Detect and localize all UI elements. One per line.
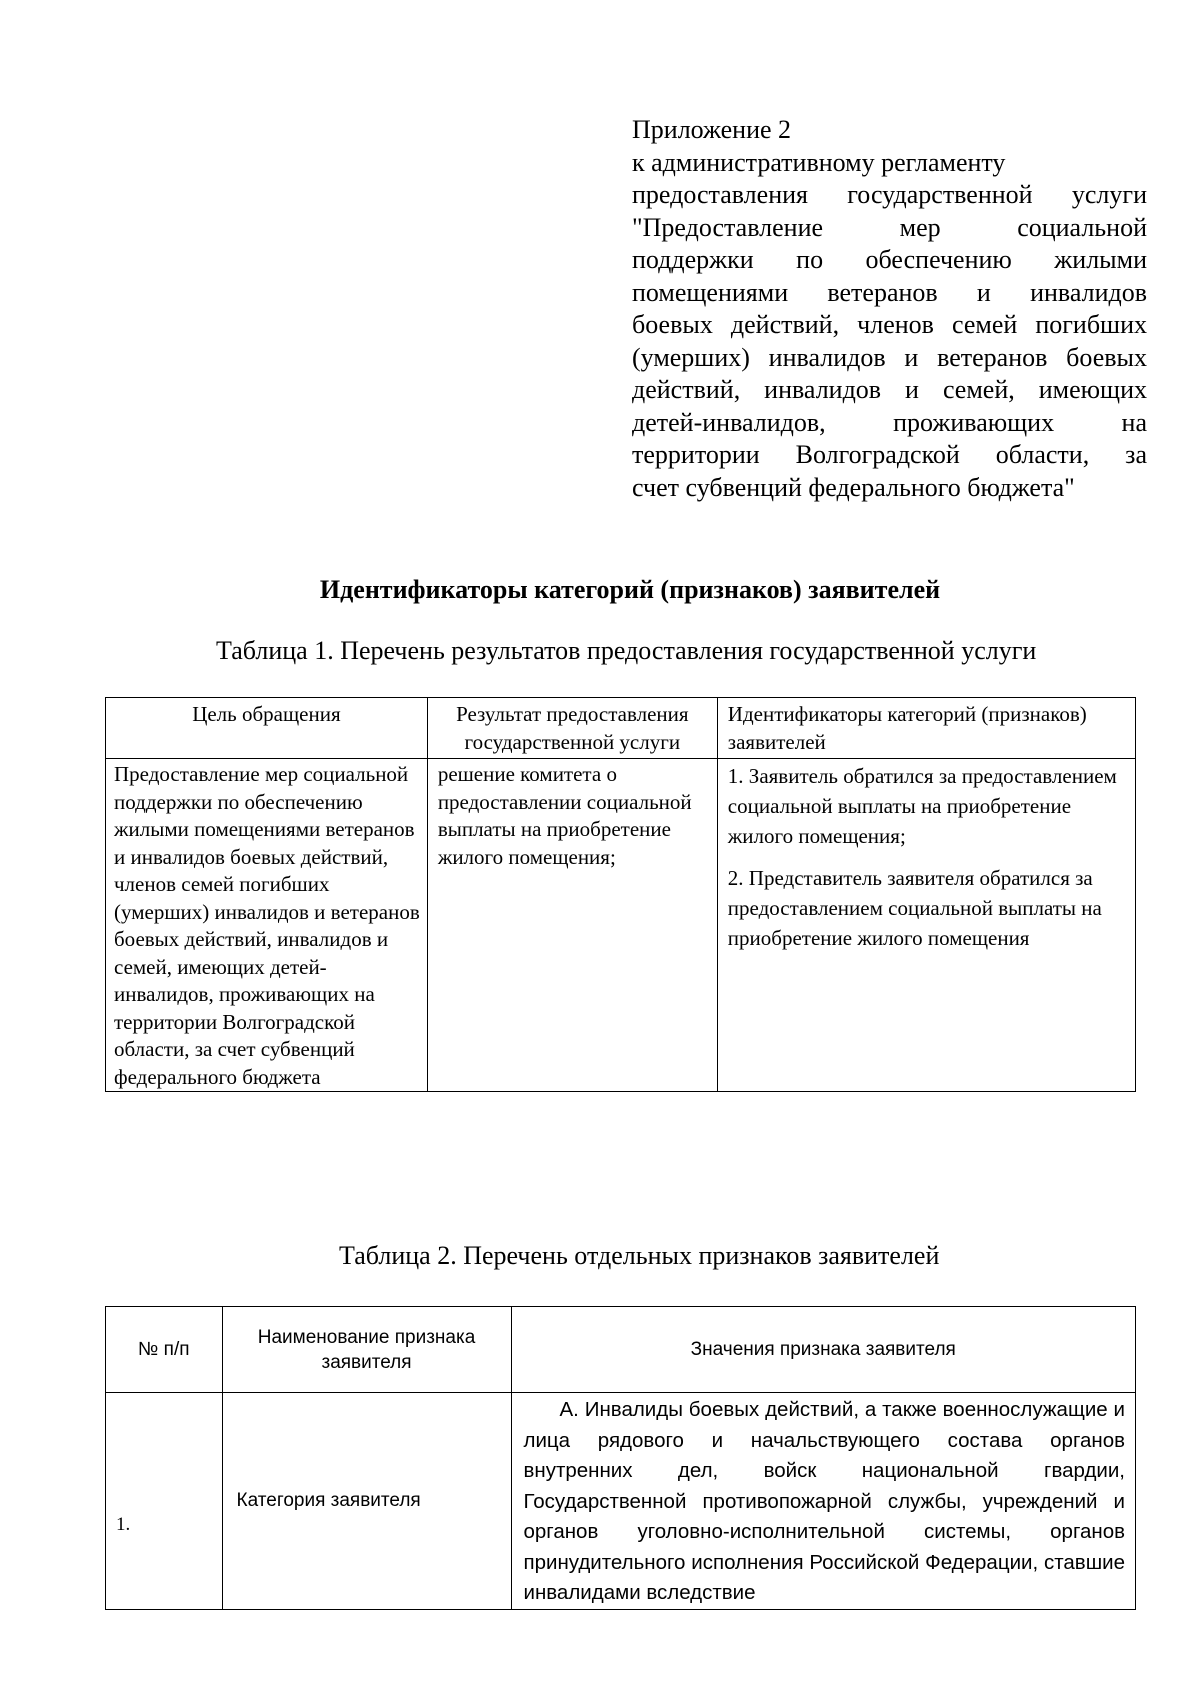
attribute-value-cell	[511, 1393, 1136, 1610]
identifiers-cell	[717, 759, 1135, 1092]
appendix-line: поддержки по обеспечению жилыми	[632, 245, 1147, 274]
table-header-row	[106, 1307, 1136, 1393]
appendix-line: территории Волгоградской области, за	[632, 440, 1147, 469]
appendix-line: (умерших) инвалидов и ветеранов боевых	[632, 342, 1147, 372]
table-row	[106, 1393, 1136, 1610]
goal-cell: Предоставление мер социальной поддержки по обеспечению жилыми помещениями ветеранов и инвалидов боевых действий, членов семей погибших (умерших) инвалидов и ветеранов боевых действий, инвалидов и семей, имеющих детей-инвалидов, проживающих на территории Волгоградской области, за счет субвенций федерального бюджета	[106, 759, 428, 1092]
column-header-identifiers: Идентификаторы категорий (признаков) заявителей	[717, 698, 1135, 759]
appendix-line: боевых действий, членов семей погибших	[632, 310, 1147, 339]
column-header-attribute-name: Наименование признака заявителя	[222, 1307, 511, 1393]
table2-caption: Таблица 2. Перечень отдельных признаков заявителей	[339, 1241, 940, 1270]
table-row	[106, 759, 1136, 1092]
results-table	[105, 697, 1136, 1092]
row-number: 1.	[106, 1393, 223, 1610]
column-header-result: Результат предоставления государственной услуги	[427, 698, 717, 759]
appendix-line: предоставления государственной услуги	[632, 180, 1147, 209]
attribute-name-cell: Категория заявителя	[222, 1393, 511, 1610]
document-title: Идентификаторы категорий (признаков) заявителей	[319, 575, 941, 604]
identifier-item: 1. Заявитель обратился за предоставлением социальной выплаты на приобретение жилого помещения;	[727, 764, 1117, 848]
appendix-line: "Предоставление мер социальной	[632, 212, 1147, 242]
table-header-row	[106, 698, 1136, 759]
identifier-item: 2. Представитель заявителя обратился за предоставлением социальной выплаты на приобретение жилого помещения	[727, 866, 1102, 950]
table1-caption: Таблица 1. Перечень результатов предоставления государственной услуги	[216, 636, 1037, 665]
appendix-line: к административному регламенту	[632, 147, 1006, 177]
appendix-line: Приложение 2	[632, 115, 792, 144]
result-cell: решение комитета о предоставлении социальной выплаты на приобретение жилого помещения;	[427, 759, 717, 1092]
column-header-number: № п/п	[106, 1307, 223, 1393]
appendix-line: помещениями ветеранов и инвалидов	[632, 277, 1147, 307]
appendix-line: счет субвенций федерального бюджета"	[632, 472, 1075, 502]
appendix-block	[632, 114, 1147, 504]
appendix-line: детей-инвалидов, проживающих на	[632, 407, 1147, 437]
column-header-goal: Цель обращения	[106, 698, 428, 759]
appendix-line: действий, инвалидов и семей, имеющих	[632, 375, 1147, 404]
attribute-value-text: А. Инвалиды боевых действий, а также военнослужащие и лица рядового и начальствующего состава органов внутренних дел, войск национальной гвардии, Государственной противопожарной службы, учреждений и органов уголовно-исполнительной системы, органов принудительного исполнения Российской Федерации, ставшие инвалидами вследствие	[523, 1398, 1125, 1604]
applicant-attributes-table	[105, 1306, 1136, 1610]
column-header-attribute-values: Значения признака заявителя	[511, 1307, 1136, 1393]
